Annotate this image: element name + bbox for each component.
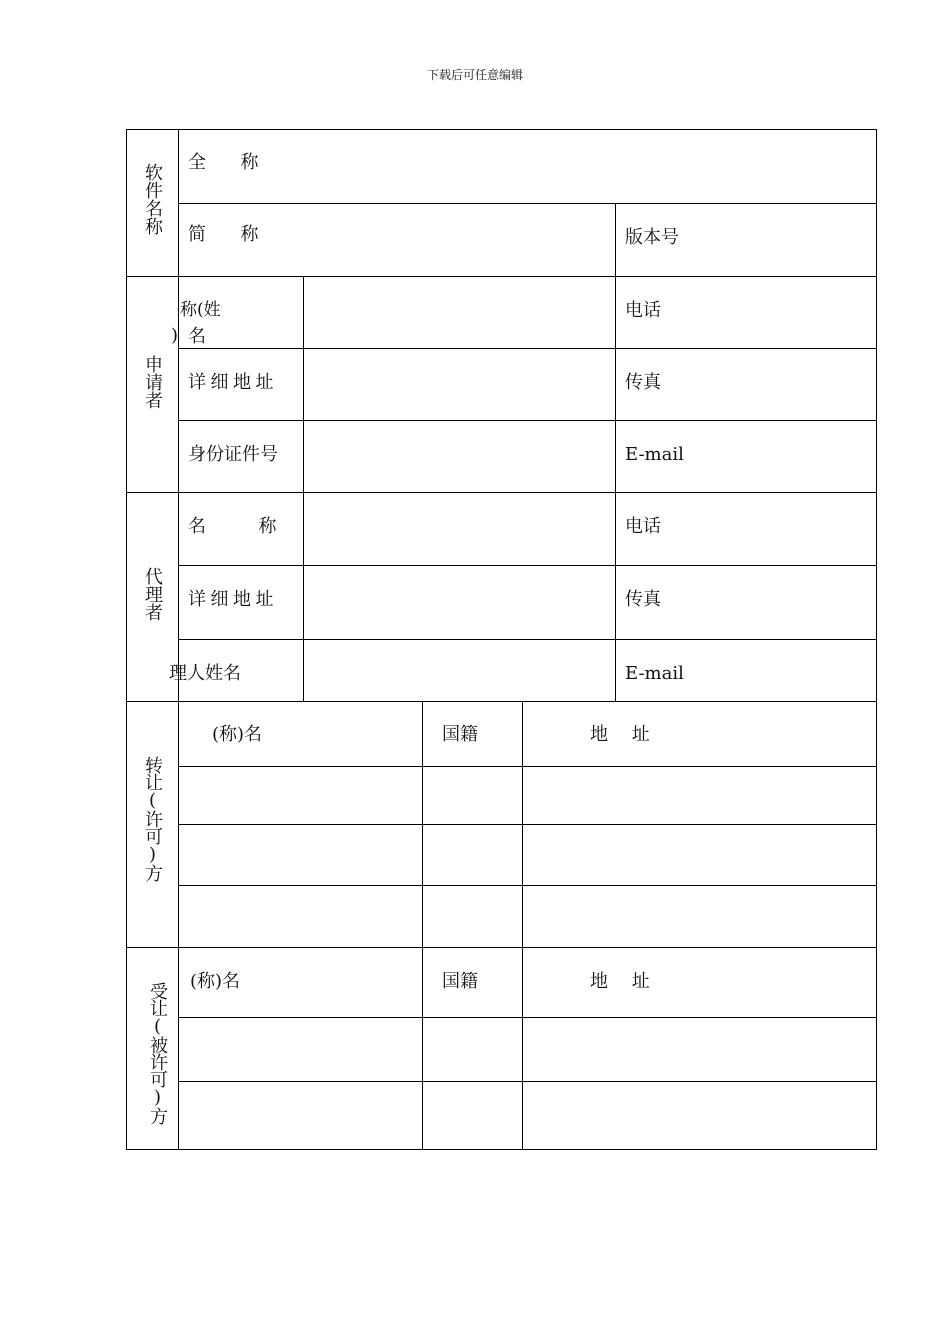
label-agent-fax: 传真 (625, 589, 661, 610)
col-divider (615, 276, 616, 493)
label-short-name: 简 称 (188, 224, 273, 245)
label-agent-name: 名 称 (188, 516, 300, 537)
section-label-agent: 代理者 (142, 567, 163, 621)
row-divider (178, 1017, 877, 1018)
label-agent-email: E-mail (625, 663, 684, 684)
col-divider (303, 276, 304, 493)
label-applicant-phone: 电话 (625, 300, 661, 321)
label-applicant-address: 详细地址 (188, 372, 278, 393)
label-transferor-address-col: 地 址 (590, 724, 659, 745)
label-applicant-email: E-mail (625, 444, 684, 465)
label-transferor-name-col: (称)名 (212, 724, 263, 745)
row-divider (178, 565, 877, 566)
table-border-bottom (126, 1149, 877, 1150)
col-divider (303, 492, 304, 702)
label-transferor-nationality-col: 国籍 (442, 724, 478, 745)
label-full-name: 全 称 (188, 152, 273, 173)
label-agent-person: 理人姓名 (169, 663, 241, 684)
row-divider (178, 766, 877, 767)
label-applicant-id: 身份证件号 (188, 444, 278, 465)
label-agent-phone: 电话 (625, 516, 661, 537)
row-divider (178, 885, 877, 886)
col-divider (422, 701, 423, 1150)
row-divider (178, 420, 877, 421)
label-agent-address: 详细地址 (188, 589, 278, 610)
label-version: 版本号 (625, 227, 679, 248)
col-divider (615, 492, 616, 702)
label-transferee-nationality-col: 国籍 (442, 971, 478, 992)
divider-software-applicant (126, 276, 877, 277)
section-label-transferee: 受让(被许可)方 (147, 982, 168, 1124)
row-divider (178, 203, 877, 204)
label-applicant-name-bottom: 名 (188, 326, 206, 347)
label-applicant-name-paren: ) (171, 325, 179, 346)
col-divider (615, 203, 616, 277)
row-divider (178, 824, 877, 825)
row-divider (178, 1081, 877, 1082)
section-label-software: 软件名称 (142, 163, 163, 235)
label-applicant-name-top: 称(姓 (180, 300, 221, 320)
label-transferee-name-col: (称)名 (190, 971, 241, 992)
col-divider (522, 701, 523, 1150)
section-label-applicant: 申请者 (142, 355, 163, 409)
label-transferee-address-col: 地 址 (590, 971, 659, 992)
row-divider (178, 348, 877, 349)
section-label-transferor: 转让(许可)方 (142, 756, 163, 881)
divider-applicant-agent (126, 492, 877, 493)
table-border-left (126, 129, 127, 1150)
divider-agent-transferor (126, 701, 877, 702)
table-border-top (126, 129, 877, 130)
page-header-note: 下载后可任意编辑 (426, 68, 523, 82)
divider-transferor-transferee (126, 947, 877, 948)
row-divider (178, 639, 877, 640)
label-applicant-fax: 传真 (625, 372, 661, 393)
